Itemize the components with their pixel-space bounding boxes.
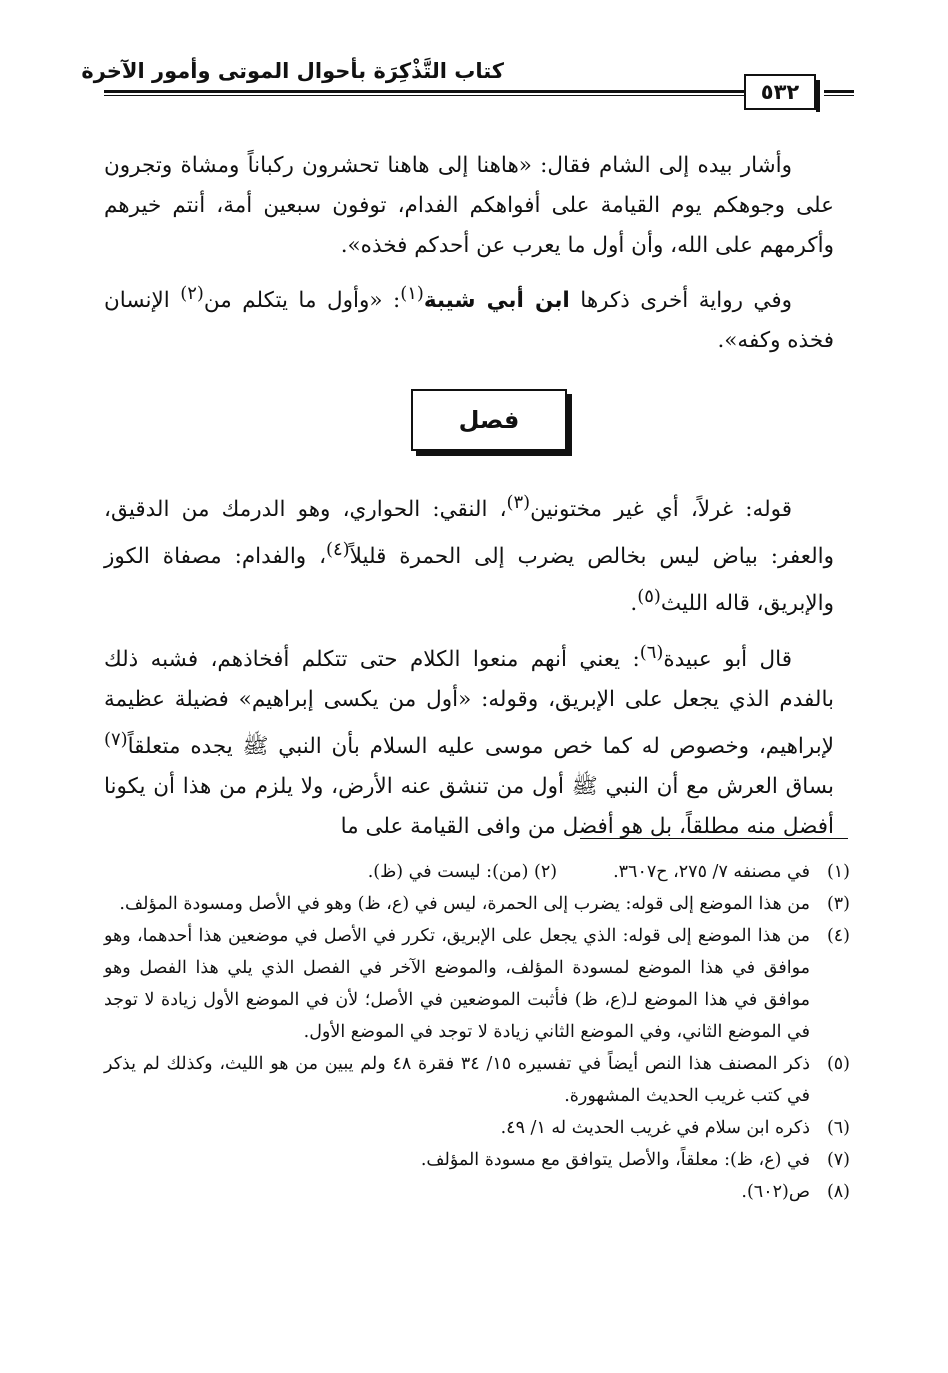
footnote-number: (٦) bbox=[826, 1118, 850, 1138]
footnote-text: ذكره ابن سلام في غريب الحديث له ١/ ٤٩. bbox=[500, 1118, 810, 1138]
paragraph-2-text-c: الإنسان فخذه وكفه». bbox=[104, 288, 834, 354]
header-rule-thin bbox=[104, 95, 744, 96]
paragraph-3-text-d: . bbox=[630, 591, 638, 617]
footnote-number: (٧) bbox=[826, 1150, 850, 1170]
footnote-5 bbox=[104, 1048, 850, 1112]
footnote-text: ص(٦٠٢). bbox=[741, 1182, 810, 1202]
footnote-3 bbox=[104, 888, 850, 920]
footnote-7 bbox=[104, 1144, 850, 1176]
footnote-separator bbox=[580, 838, 848, 839]
paragraph-1: وأشار بيده إلى الشام فقال: «هاهنا إلى هاهنا تحشرون ركباناً ومشاة وتجرون على وجوهكم يوم القيامة على أفواهكم الفدام، توفون سبعين أمة، أنتم خيرهم وأكرمهم على الله، وأن أول ما يعرب عن أحدكم فخذه». bbox=[104, 153, 834, 258]
footnote-1-2 bbox=[104, 856, 850, 888]
section-heading: فصل bbox=[411, 389, 567, 451]
paragraph-4-text-b: : يعني أنهم منعوا الكلام حتى تتكلم أفخاذهم، فشبه ذلك بالفدم الذي يجعل على الإبريق، وقوله: «أول من يكسى إبراهيم» فضيلة عظيمة لإبراهيم، وخصوص له كما خص موسى عليه السلام بأن النبي ﷺ يجده متعلقاً bbox=[104, 646, 834, 759]
footnote-ref-6[interactable]: (٦) bbox=[639, 641, 664, 663]
paragraph-3-text-b: ، النقي: الحواري، وهو الدرمك من الدقيق، والعفر: بياض ليس بخالص يضرب إلى الحمرة قليلاً bbox=[104, 497, 835, 570]
footnote-number: (٥) bbox=[826, 1054, 850, 1074]
page-header bbox=[81, 52, 850, 112]
footnote-number: (١) bbox=[826, 862, 850, 882]
footnote-ref-1[interactable]: (١) bbox=[400, 283, 424, 304]
footnote-ref-2[interactable]: (٢) bbox=[180, 283, 204, 304]
footnote-text: في (ع، ظ): معلقاً، والأصل يتوافق مع مسودة المؤلف. bbox=[420, 1150, 810, 1170]
footnote-text: من هذا الموضع إلى قوله: الذي يجعل على الإبريق، تكرر في الأصل في موضعين هذا أحدهما، وهو موافق في هذا الموضع لمسودة المؤلف، والموضع الآخر في الفصل الذي يلي هذا الفصل وهو موافق في هذا الموضع لـ(ع، ظ) فأثبت الموضعين في الأصل؛ لأن في الموضع الأول زيادة لا توجد في الموضع الثاني، وفي الموضع الثاني زيادة لا توجد في الموضع الأول. bbox=[104, 926, 810, 1042]
footnote-2-number: (٢) bbox=[534, 862, 558, 882]
paragraph-3-text-a: قوله: غرلاً، أي غير مختونين bbox=[530, 497, 792, 523]
paragraph-4-text-c: بساق العرش مع أن النبي ﷺ أول من تنشق عنه الأرض، ولا يلزم من هذا أن يكونا أفضل منه مطلقاً، بل هو أفضل من وافى القيامة على ما bbox=[104, 773, 834, 839]
paragraph-3-text-c: ، والفدام: مصفاة الكوز والإبريق، قاله الليث bbox=[104, 544, 834, 617]
page-number: ٥٣٢ bbox=[744, 74, 816, 110]
footnote-8 bbox=[104, 1176, 850, 1208]
paragraph-2 bbox=[104, 274, 834, 361]
footnote-2-text: (من): ليست في (ظ). bbox=[367, 862, 529, 882]
cited-author: ابن أبي شيبة bbox=[423, 288, 570, 314]
footnotes bbox=[104, 856, 850, 1208]
paragraph-4-text-a: قال أبو عبيدة bbox=[663, 646, 792, 672]
paragraph-2-text-b: : «وأول ما يتكلم من bbox=[203, 288, 401, 314]
footnote-ref-3[interactable]: (٣) bbox=[506, 492, 531, 514]
footnote-text bbox=[104, 856, 810, 888]
main-text bbox=[104, 146, 834, 855]
footnote-6 bbox=[104, 1112, 850, 1144]
paragraph-4 bbox=[104, 633, 834, 847]
footnote-text: من هذا الموضع إلى قوله: يضرب إلى الحمرة، ليس في (ع، ظ) وهو في الأصل ومسودة المؤلف. bbox=[119, 894, 810, 914]
footnote-ref-4[interactable]: (٤) bbox=[326, 539, 350, 561]
footnote-ref-5[interactable]: (٥) bbox=[637, 586, 661, 608]
footnote-number: (٣) bbox=[826, 894, 850, 914]
footnote-ref-7[interactable]: (٧) bbox=[104, 728, 128, 750]
footnote-4 bbox=[104, 920, 850, 1048]
footnote-text: ذكر المصنف هذا النص أيضاً في تفسيره ١٥/ ٣٤ فقرة ٤٨ ولم يبين من هو الليث، وكذلك لم يذكر في كتب غريب الحديث المشهورة. bbox=[104, 1054, 810, 1106]
footnote-number: (٤) bbox=[826, 926, 850, 946]
section-heading-wrap bbox=[104, 389, 834, 451]
header-rule-right bbox=[824, 90, 854, 93]
header-rule bbox=[104, 90, 744, 93]
header-rule-right-thin bbox=[824, 95, 854, 96]
paragraph-2-text-a: وفي رواية أخرى ذكرها bbox=[569, 288, 793, 314]
paragraph-3 bbox=[104, 483, 834, 624]
running-title: كتاب التَّذْكِرَة بأحوال الموتى وأمور الآخرة bbox=[81, 59, 504, 83]
footnote-number: (٨) bbox=[826, 1182, 850, 1202]
footnote-1-text: في مصنفه ٧/ ٢٧٥، ح٣٦٠٧. bbox=[613, 862, 810, 882]
